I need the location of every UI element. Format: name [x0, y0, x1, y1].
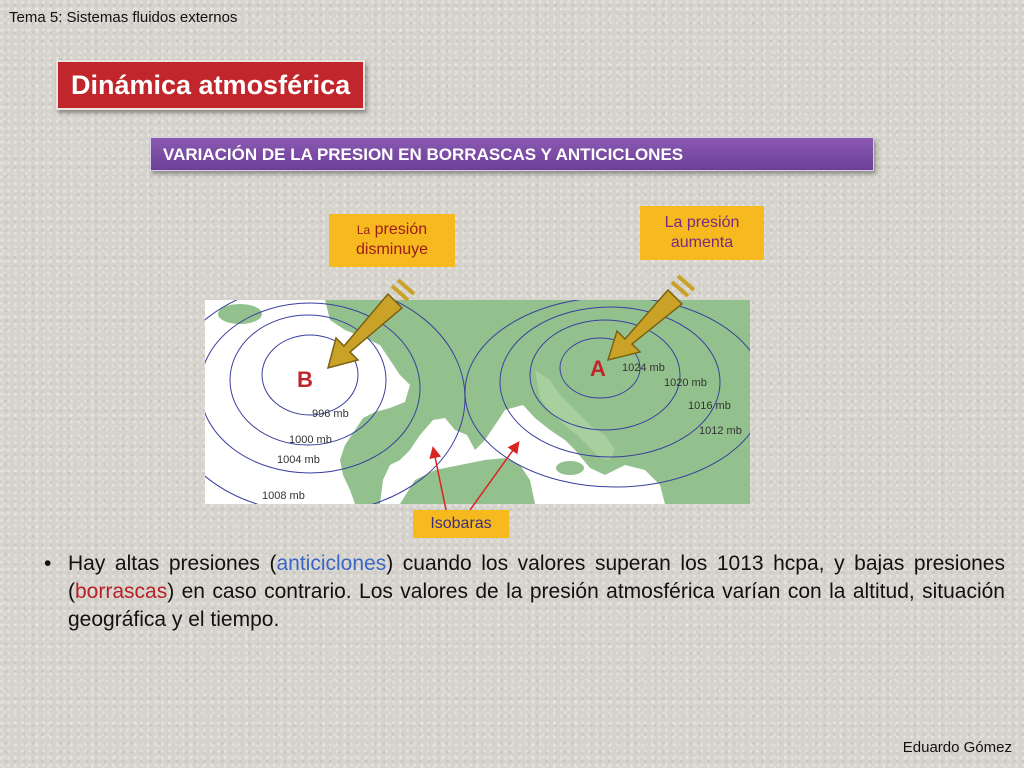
high-center-label: A: [590, 356, 606, 381]
term-borrascas: borrascas: [75, 580, 168, 603]
section-subtitle: VARIACIÓN DE LA PRESION EN BORRASCAS Y ANTICICLONES: [150, 137, 874, 171]
author-footer: Eduardo Gómez: [902, 739, 1012, 756]
label-pressure-increases: [640, 206, 764, 260]
label-1020: 1020 mb: [664, 377, 707, 389]
label-decrease-prefix: La: [356, 223, 371, 237]
label-decrease-rest: presión: [374, 221, 428, 238]
label-996: 996 mb: [312, 408, 349, 420]
label-1008: 1008 mb: [262, 490, 305, 502]
label-1012: 1012 mb: [699, 425, 742, 437]
label-pressure-decreases: [329, 214, 455, 267]
label-1000: 1000 mb: [289, 434, 332, 446]
page-title: Dinámica atmosférica: [56, 60, 365, 110]
label-decrease-line2: disminuye: [355, 241, 429, 258]
low-center-label: B: [297, 367, 313, 392]
explanation-paragraph: [44, 550, 1005, 634]
bullet-dot: •: [44, 552, 52, 575]
label-increase-line2: aumenta: [670, 234, 734, 251]
term-anticiclones: anticiclones: [276, 552, 387, 575]
label-increase-line1: La presión: [664, 214, 740, 231]
text-part-3: ) en caso contrario. Los valores de la presión atmosférica varían con la altitud, situación geográfica y el tiempo.: [68, 580, 1005, 631]
land-sicily: [556, 461, 584, 475]
label-1004: 1004 mb: [277, 454, 320, 466]
land-africa: [400, 458, 535, 504]
text-part-2: ) cuando los valores superan los 1013 hcpa, y bajas presiones (: [68, 552, 1005, 603]
text-part-1: Hay altas presiones (: [68, 552, 277, 575]
label-1024: 1024 mb: [622, 362, 665, 374]
low-isobar-996: [262, 335, 358, 415]
map-svg: [205, 300, 750, 504]
low-isobar-1004: [205, 303, 420, 473]
label-1016: 1016 mb: [688, 400, 731, 412]
topic-header: Tema 5: Sistemas fluidos externos: [9, 9, 238, 26]
isobaras-label: Isobaras: [413, 510, 509, 538]
weather-map: [205, 300, 750, 504]
